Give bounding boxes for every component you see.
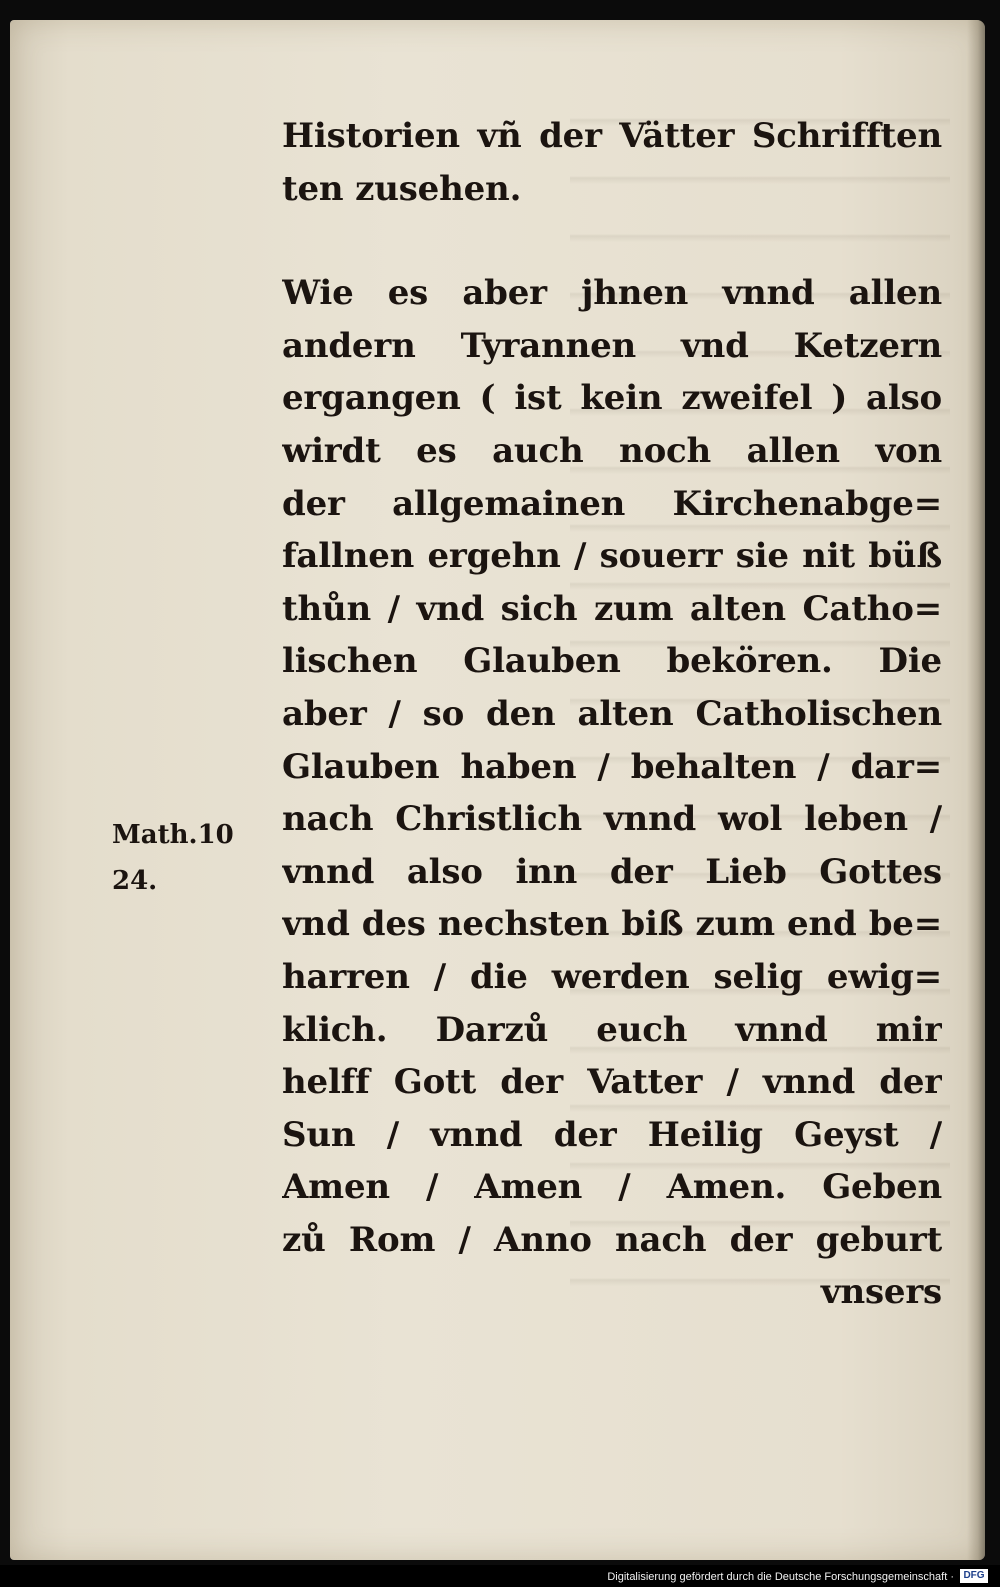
text-line: ergangen ( ist kein zweifel ) also xyxy=(282,378,942,419)
text-line: helff Gott der Vatter / vnnd der xyxy=(282,1062,942,1103)
text-line: Historien vñ der Vätter Schrifften xyxy=(282,116,942,156)
text-line: der allgemainen Kirchenabge= xyxy=(282,483,942,524)
margin-reference xyxy=(112,812,234,904)
text-line: fallnen ergehn / souerr sie nit büß xyxy=(282,536,942,577)
text-line: vnd des nechsten biß zum end be= xyxy=(282,904,942,945)
page-edge-shadow xyxy=(967,20,985,1560)
text-line: nach Christlich vnnd wol leben / xyxy=(282,799,942,840)
text-line: zů Rom / Anno nach der geburt xyxy=(282,1219,942,1260)
text-line: klich. Darzů euch vnnd mir xyxy=(282,1009,942,1050)
text-line: ten zusehen. xyxy=(282,168,522,209)
text-line: aber / so den alten Catholischen xyxy=(282,693,942,734)
text-line: harren / die werden selig ewig= xyxy=(282,956,942,997)
text-line: Wie es aber jhnen vnnd allen xyxy=(282,273,942,314)
text-line: andern Tyrannen vnd Ketzern xyxy=(282,325,942,366)
margin-reference-line: 24. xyxy=(112,866,158,896)
text-line: Amen / Amen / Amen. Geben xyxy=(282,1167,942,1208)
catchword: vnsers xyxy=(820,1272,942,1313)
text-line: wirdt es auch noch allen von xyxy=(282,430,942,471)
dfg-logo-icon: DFG xyxy=(960,1569,988,1583)
text-line: lischen Glauben bekören. Die xyxy=(282,641,942,682)
text-line: thůn / vnd sich zum alten Catho= xyxy=(282,588,942,629)
funding-credit: Digitalisierung gefördert durch die Deutsche Forschungsgemeinschaft · xyxy=(607,1571,954,1583)
body-text xyxy=(282,110,942,1319)
footer-bar xyxy=(0,1565,1000,1587)
text-line: Glauben haben / behalten / dar= xyxy=(282,746,942,787)
text-line: Sun / vnnd der Heilig Geyst / xyxy=(282,1114,942,1155)
paragraph-gap xyxy=(282,215,942,267)
margin-reference-line: Math.10 xyxy=(112,820,234,850)
text-line: vnnd also inn der Lieb Gottes xyxy=(282,851,942,892)
